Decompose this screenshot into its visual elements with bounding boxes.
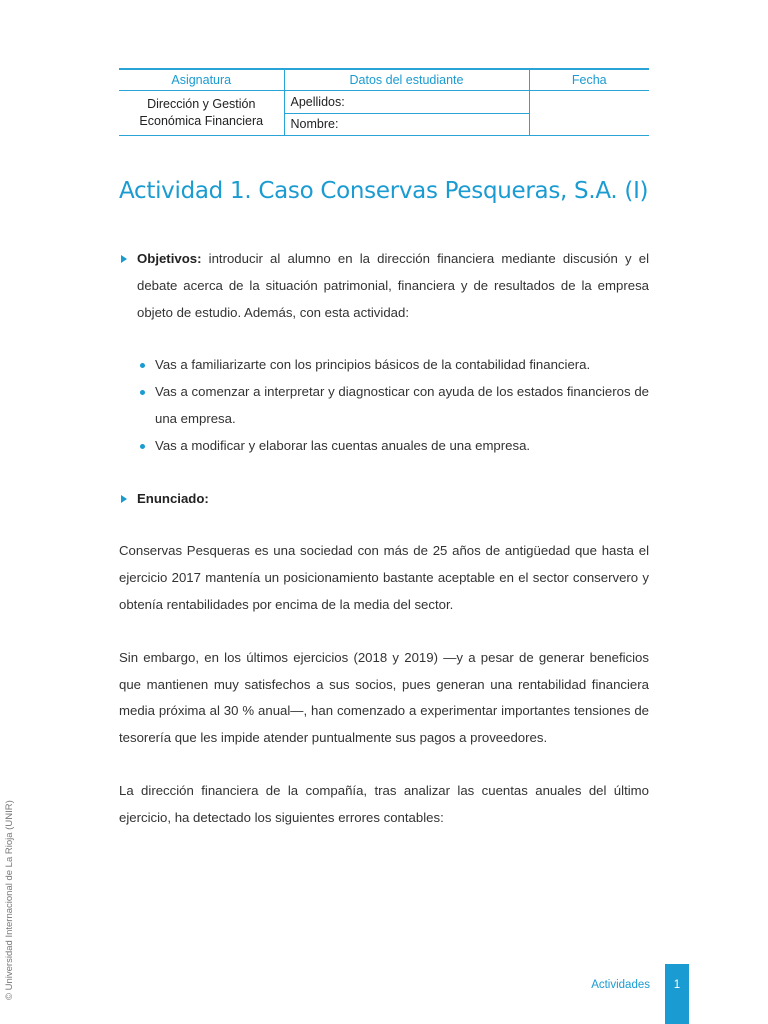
statement-heading (119, 486, 649, 513)
subject-name (119, 91, 284, 136)
paragraph: Conservas Pesqueras es una sociedad con más de 25 años de antigüedad que hasta el ejercicio 2017 mantenía un posicionamiento bastante aceptable en el sector conservero y obtenía rentabilidades por encima de la media del sector. (119, 543, 649, 612)
student-data-column-header: Datos del estudiante (284, 69, 529, 91)
list-item (119, 352, 649, 379)
name-field[interactable]: Nombre: (284, 113, 529, 136)
activity-title: Actividad 1. Caso Conservas Pesqueras, S.A. (I) (119, 178, 649, 204)
statement-label: Enunciado: (137, 490, 209, 506)
dot-bullet-icon (140, 363, 145, 368)
subject-column-header: Asignatura (119, 69, 284, 91)
student-header-table (119, 68, 649, 136)
list-item (119, 379, 649, 433)
date-field[interactable] (529, 91, 649, 136)
activity-content (119, 246, 649, 832)
list-item-text: Vas a comenzar a interpretar y diagnosticar con ayuda de los estados financieros de una empresa. (155, 384, 649, 426)
copyright-notice: © Universidad Internacional de La Rioja (UNIR) (4, 800, 15, 1000)
objectives-section (119, 246, 649, 326)
list-item (119, 433, 649, 460)
surname-field[interactable]: Apellidos: (284, 91, 529, 114)
dot-bullet-icon (140, 390, 145, 395)
goals-list (119, 352, 649, 459)
subject-line-1: Dirección y Gestión (147, 97, 256, 111)
paragraph: Sin embargo, en los últimos ejercicios (2018 y 2019) —y a pesar de generar beneficios que mantienen muy satisfechos a sus socios, pues generan una rentabilidad financiera media próxima al 30 % anual—, han comenzado a experimentar importantes tensiones de tesorería que les impide atender puntualmente sus pagos a proveedores. (119, 649, 649, 746)
footer-section-label: Actividades (591, 979, 650, 991)
list-item-text: Vas a familiarizarte con los principios básicos de la contabilidad financiera. (155, 357, 591, 373)
objectives-text: introducir al alumno en la dirección financiera mediante discusión y el debate acerca de la situación patrimonial, financiera y de resultados de la empresa objeto de estudio. Además, con esta actividad: (137, 251, 649, 320)
date-column-header: Fecha (529, 69, 649, 91)
list-item-text: Vas a modificar y elaborar las cuentas anuales de una empresa. (155, 437, 531, 453)
triangle-bullet-icon (121, 495, 127, 503)
triangle-bullet-icon (121, 255, 127, 263)
page-number: 1 (665, 964, 689, 1024)
paragraph: La dirección financiera de la compañía, tras analizar las cuentas anuales del último ejercicio, ha detectado los siguientes errores contables: (119, 782, 649, 825)
subject-line-2: Económica Financiera (139, 114, 264, 128)
objectives-label: Objetivos: (137, 251, 202, 266)
dot-bullet-icon (140, 444, 145, 449)
